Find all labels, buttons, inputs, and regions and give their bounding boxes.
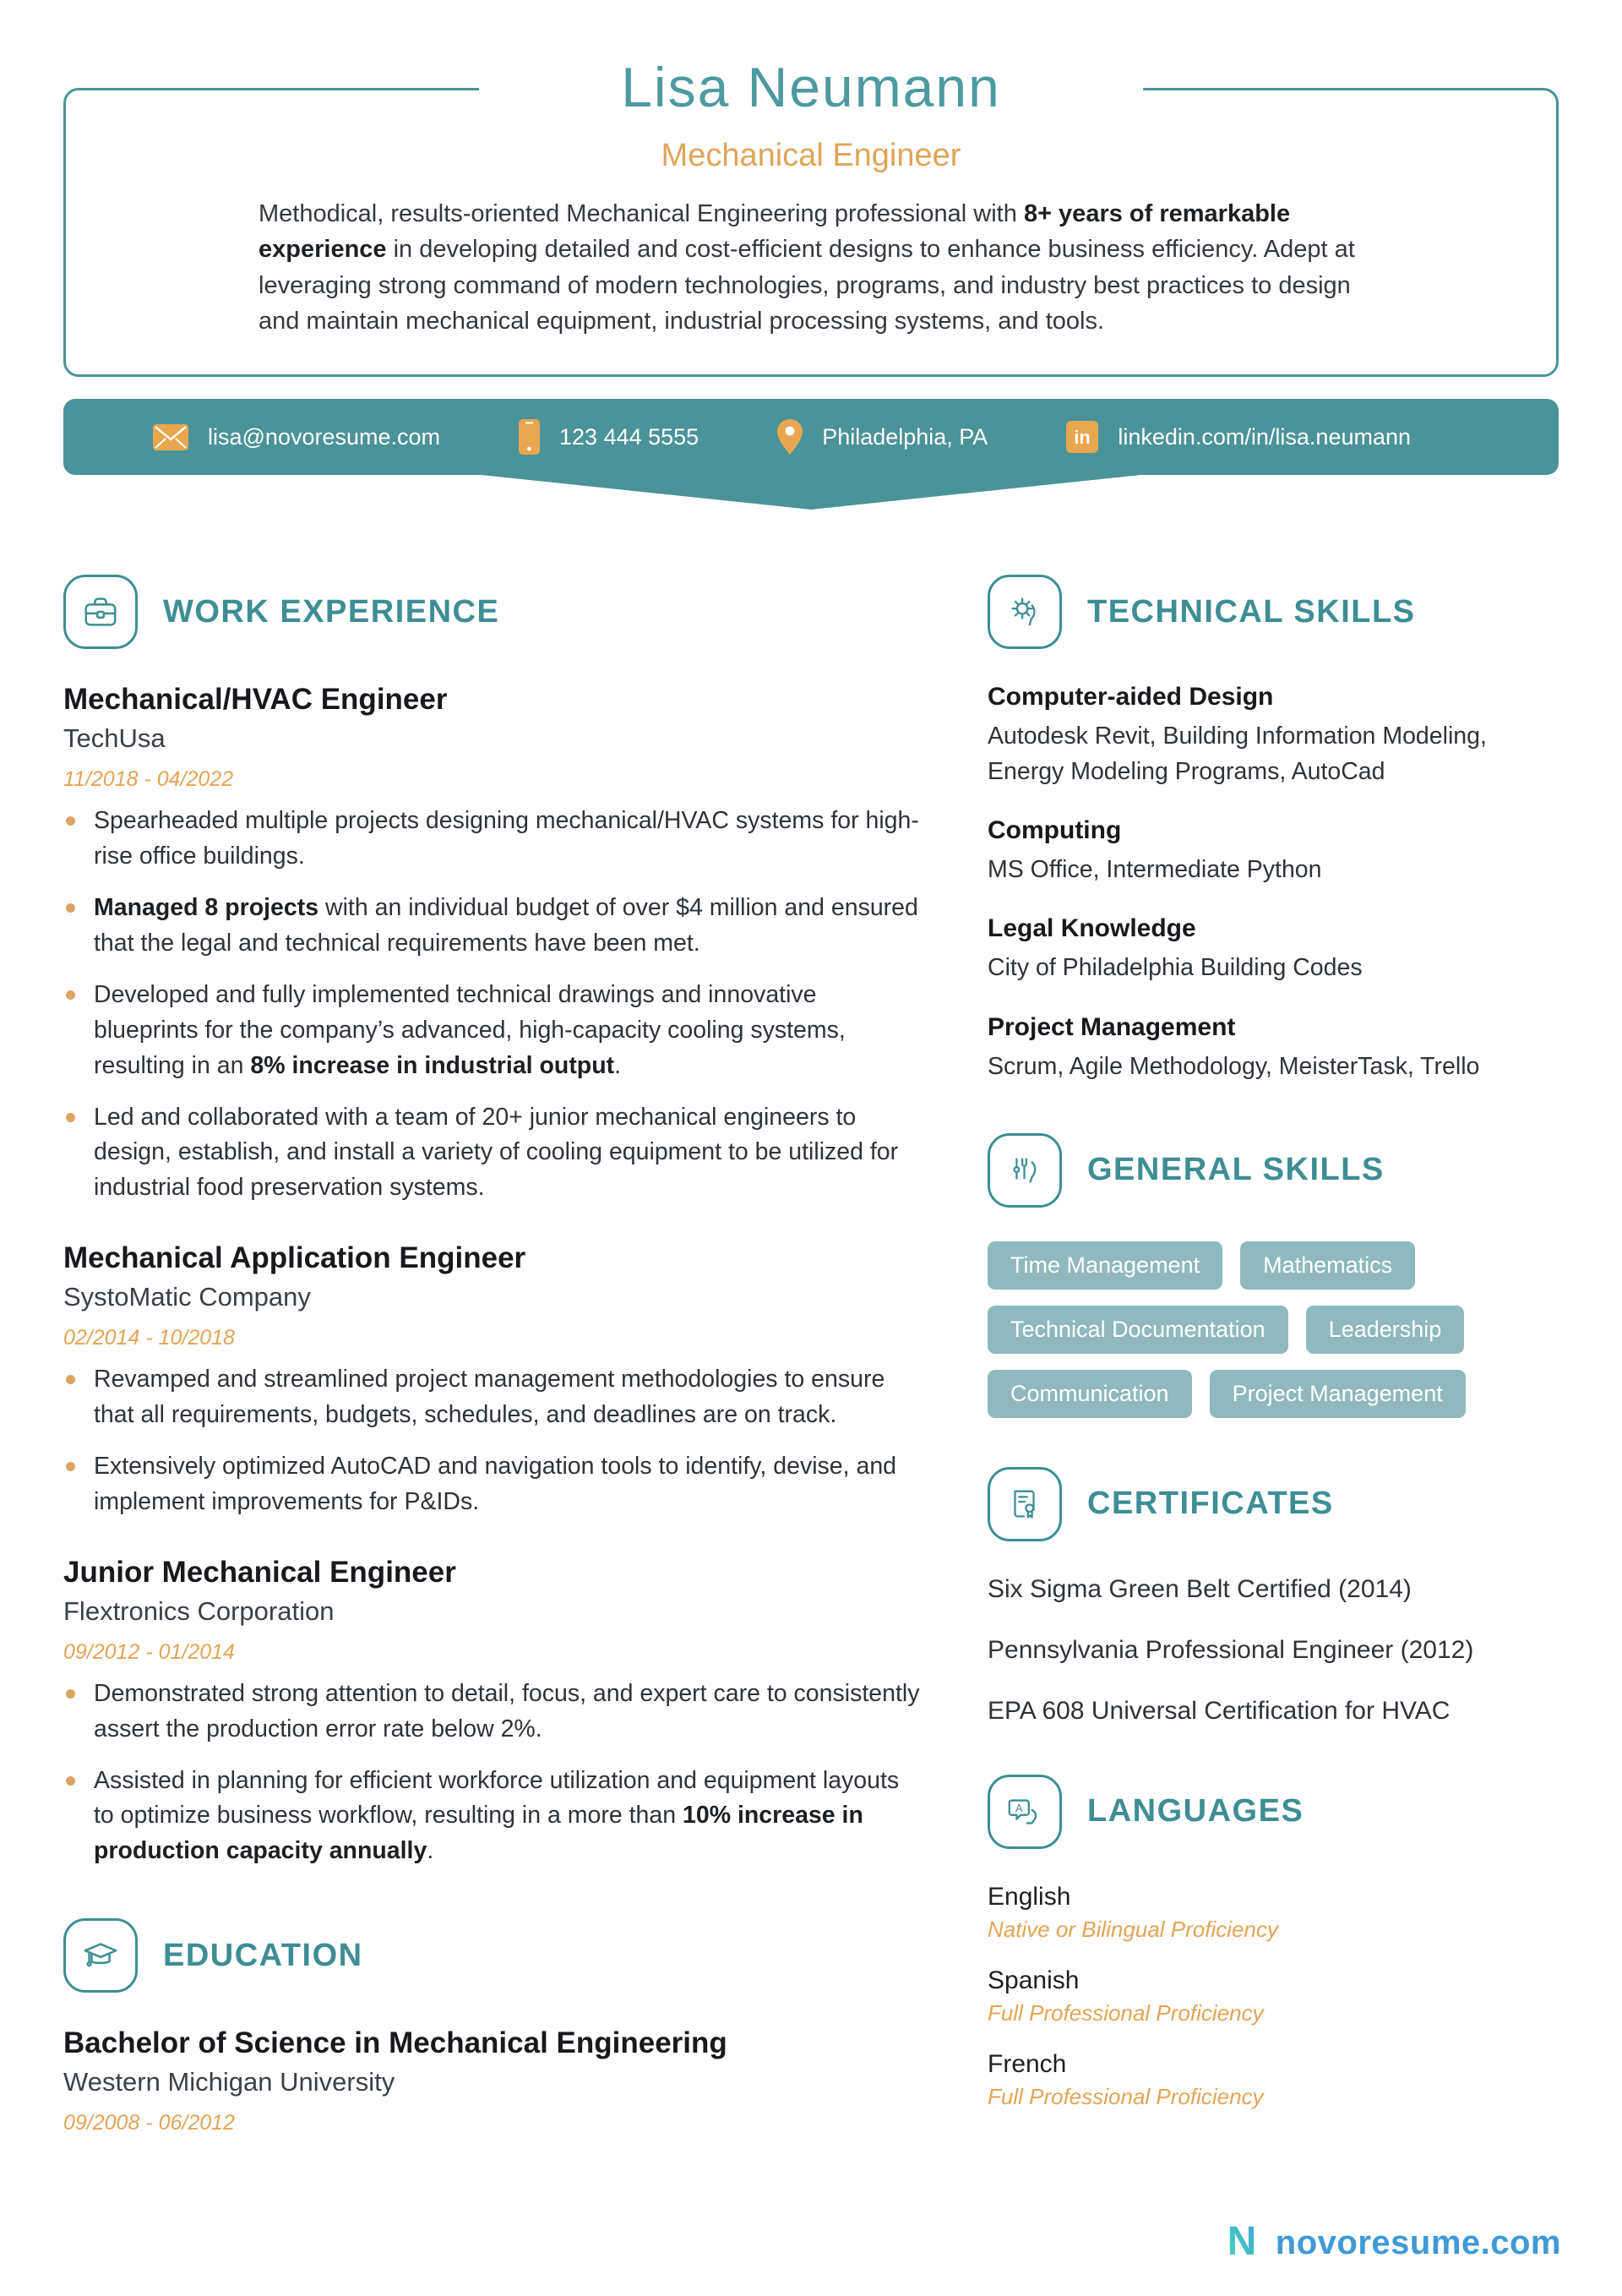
skill-group xyxy=(988,816,1559,887)
education-entry xyxy=(63,2026,923,2135)
job-bullet-list xyxy=(63,1362,923,1520)
skill-chip: Project Management xyxy=(1210,1370,1466,1418)
job-company: Flextronics Corporation xyxy=(63,1595,335,1626)
language-name: Spanish xyxy=(988,1966,1080,1994)
skill-chip: Leadership xyxy=(1306,1306,1465,1354)
skill-items: Scrum, Agile Methodology, MeisterTask, Trello xyxy=(988,1052,1480,1080)
header-summary-box xyxy=(63,56,1559,377)
job-bullet: Revamped and streamlined project management methodologies to ensure that all requirements, budgets, schedules, and deadlines are on track. xyxy=(63,1362,923,1433)
tools-head-icon xyxy=(988,1133,1062,1208)
brand-link[interactable]: novoresume.com xyxy=(1275,2224,1561,2261)
certificate-icon xyxy=(988,1467,1062,1541)
language-level: Native or Bilingual Proficiency xyxy=(988,1916,1278,1942)
general-skills-title: GENERAL SKILLS xyxy=(1087,1152,1385,1188)
skill-category: Computing xyxy=(988,815,1122,844)
certificate-item: EPA 608 Universal Certification for HVAC xyxy=(988,1696,1451,1725)
skill-items: City of Philadelphia Building Codes xyxy=(988,954,1363,982)
phone-icon xyxy=(518,418,541,455)
footer-brand xyxy=(1220,2219,1561,2267)
job-dates: 02/2014 - 10/2018 xyxy=(63,1326,235,1350)
gear-head-icon xyxy=(988,575,1062,649)
skill-items: MS Office, Intermediate Python xyxy=(988,855,1322,883)
job-bullet: Developed and fully implemented technical drawings and innovative blueprints for the company’s advanced, high-capacity cooling systems, resulting in an 8% increase in industrial output. xyxy=(63,978,923,1084)
languages-header xyxy=(988,1775,1559,1849)
name-block xyxy=(479,55,1143,119)
degree-title: Bachelor of Science in Mechanical Engineering xyxy=(63,2026,727,2060)
job-bullet-list xyxy=(63,1677,923,1869)
education-header xyxy=(63,1918,923,1993)
contact-linkedin xyxy=(1065,420,1411,454)
skill-group xyxy=(988,1013,1559,1084)
svg-text:A: A xyxy=(1015,1802,1023,1814)
language-entry xyxy=(988,1883,1559,1943)
linkedin-link[interactable]: linkedin.com/in/lisa.neumann xyxy=(1118,423,1412,450)
job-entry xyxy=(63,1556,923,1869)
skill-category: Project Management xyxy=(988,1012,1236,1041)
certificates-title: CERTIFICATES xyxy=(1087,1486,1334,1522)
translate-bubble-icon xyxy=(988,1775,1062,1849)
technical-skills-header xyxy=(988,575,1559,649)
language-name: French xyxy=(988,2049,1067,2078)
education-title: EDUCATION xyxy=(163,1937,363,1973)
contact-bar xyxy=(63,399,1559,475)
certificate-item: Six Sigma Green Belt Certified (2014) xyxy=(988,1574,1412,1603)
job-bullet: Extensively optimized AutoCAD and navigation tools to identify, devise, and implement improvements for P&IDs. xyxy=(63,1449,923,1520)
job-entry xyxy=(63,683,923,1206)
candidate-job-title: Mechanical Engineer xyxy=(661,138,961,173)
language-name: English xyxy=(988,1882,1071,1911)
language-level: Full Professional Proficiency xyxy=(988,1999,1264,2026)
email-link[interactable]: lisa@novoresume.com xyxy=(208,423,441,450)
novoresume-logo-icon xyxy=(1220,2219,1264,2267)
job-dates: 11/2018 - 04/2022 xyxy=(63,767,234,792)
skill-chip: Mathematics xyxy=(1240,1241,1415,1290)
technical-skills-title: TECHNICAL SKILLS xyxy=(1087,593,1416,630)
general-skills-header xyxy=(988,1133,1559,1208)
linkedin-icon xyxy=(1065,420,1099,454)
language-level: Full Professional Proficiency xyxy=(988,2083,1264,2109)
skill-items: Autodesk Revit, Building Information Modeling, Energy Modeling Programs, AutoCad xyxy=(988,723,1487,785)
languages-title: LANGUAGES xyxy=(1087,1793,1304,1830)
svg-text:N: N xyxy=(1227,2219,1257,2263)
school-name: Western Michigan University xyxy=(63,2067,395,2097)
job-entry xyxy=(63,1241,923,1520)
language-entry xyxy=(988,1966,1559,2026)
skill-chip: Technical Documentation xyxy=(988,1306,1288,1354)
svg-text:in: in xyxy=(1074,427,1091,449)
contact-email xyxy=(152,423,440,451)
job-bullet: Managed 8 projects with an individual budget of over $4 million and ensured that the legal and technical requirements have been met. xyxy=(63,891,923,962)
briefcase-icon xyxy=(63,575,138,649)
job-company: TechUsa xyxy=(63,723,166,754)
education-dates: 09/2008 - 06/2012 xyxy=(63,2111,235,2135)
job-title: Mechanical/HVAC Engineer xyxy=(63,683,448,717)
job-dates: 09/2012 - 01/2014 xyxy=(63,1639,235,1664)
graduation-cap-icon xyxy=(63,1918,138,1993)
skill-category: Computer-aided Design xyxy=(988,683,1274,712)
location-pin-icon xyxy=(776,418,803,455)
job-bullet: Demonstrated strong attention to detail, focus, and expert care to consistently assert the production error rate below 2%. xyxy=(63,1677,923,1748)
candidate-name: Lisa Neumann xyxy=(621,56,1001,118)
phone-number: 123 444 5555 xyxy=(559,423,699,450)
contact-phone xyxy=(518,418,699,455)
language-entry xyxy=(988,2050,1559,2110)
job-title: Junior Mechanical Engineer xyxy=(63,1555,456,1589)
profile-summary: Methodical, results-oriented Mechanical Engineering professional with 8+ years of remarkable experience in developing detailed and cost-efficient designs to enhance business efficiency. Adept at leveraging strong command of modern technologies, programs, and industry best practices to design and maintain mechanical equipment, industrial processing systems, and tools. xyxy=(259,200,1355,335)
job-bullet: Assisted in planning for efficient workforce utilization and equipment layouts to optimize business workflow, resulting in a more than 10% increase in production capacity annually. xyxy=(63,1764,923,1870)
skill-group xyxy=(988,914,1559,985)
certificates-header xyxy=(988,1467,1559,1541)
certificate-item: Pennsylvania Professional Engineer (2012) xyxy=(988,1635,1474,1664)
email-icon xyxy=(152,423,189,451)
work-experience-header xyxy=(63,575,923,649)
general-skills-chips xyxy=(988,1241,1559,1418)
location-text: Philadelphia, PA xyxy=(822,423,988,450)
skill-category: Legal Knowledge xyxy=(988,914,1196,943)
right-column xyxy=(988,575,1559,2171)
job-bullet: Led and collaborated with a team of 20+ junior mechanical engineers to design, establish, and install a variety of cooling equipment to be utilized for industrial food preservation systems. xyxy=(63,1100,923,1207)
contact-location xyxy=(776,418,988,455)
skill-group xyxy=(988,683,1559,789)
job-company: SystoMatic Company xyxy=(63,1282,311,1312)
skill-chip: Time Management xyxy=(988,1241,1222,1290)
left-column xyxy=(63,575,923,2171)
job-bullet: Spearheaded multiple projects designing mechanical/HVAC systems for high-rise office buildings. xyxy=(63,804,923,875)
work-experience-title: WORK EXPERIENCE xyxy=(163,593,500,630)
job-bullet-list xyxy=(63,804,923,1206)
job-title: Mechanical Application Engineer xyxy=(63,1241,526,1275)
skill-chip: Communication xyxy=(988,1370,1192,1418)
